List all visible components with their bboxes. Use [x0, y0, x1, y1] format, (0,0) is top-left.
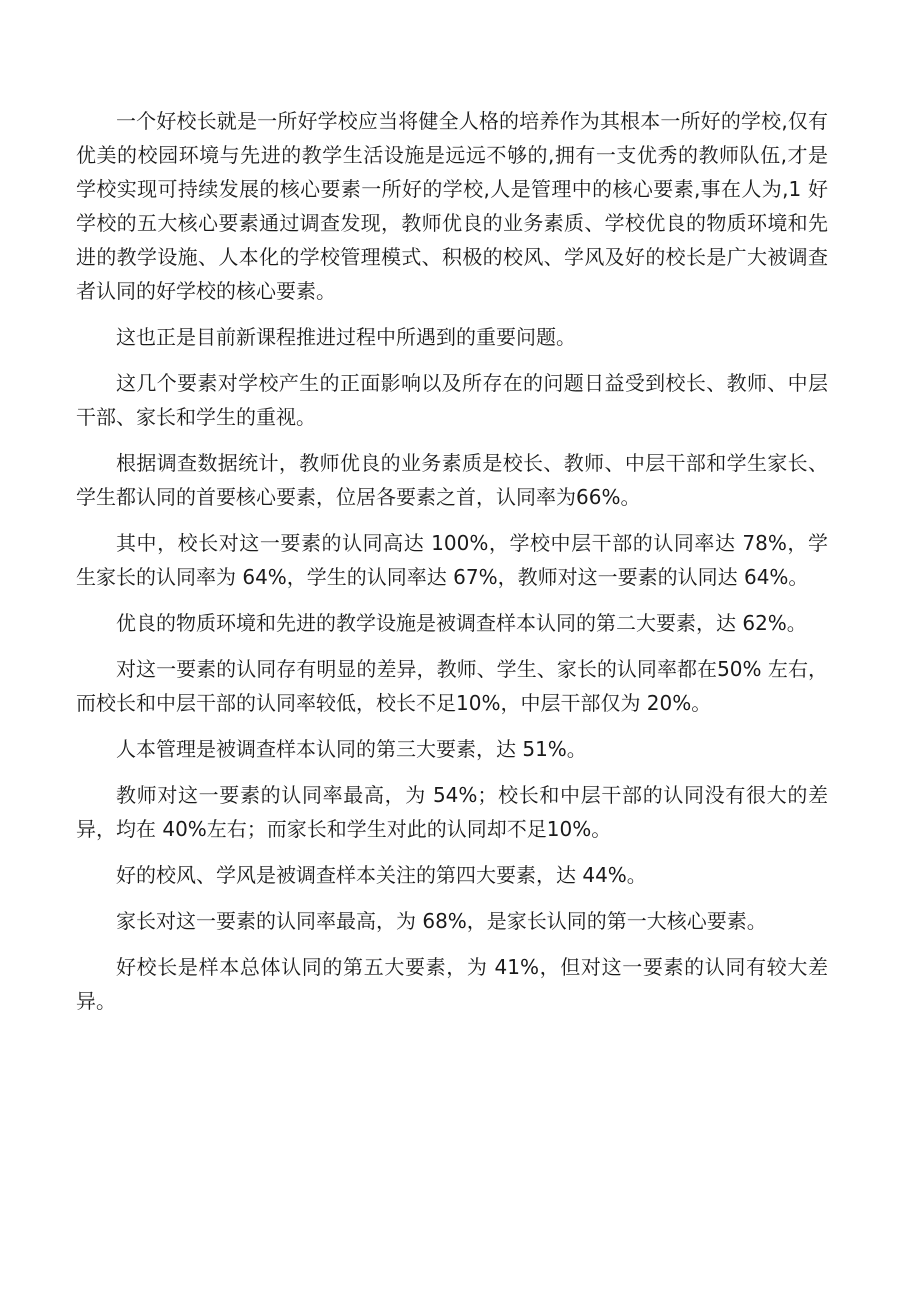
- paragraph: 对这一要素的认同存有明显的差异，教师、学生、家长的认同率都在50% 左右，而校长和中层干部的认同率较低，校长不足10%，中层干部仅为 20%。: [76, 657, 828, 715]
- paragraph: 家长对这一要素的认同率最高，为 68%，是家长认同的第一大核心要素。: [116, 909, 767, 933]
- paragraph: 一个好校长就是一所好学校应当将健全人格的培养作为其根本一所好的学校,仅有优美的校园环境与先进的教学生活设施是远远不够的,拥有一支优秀的教师队伍,才是学校实现可持续发展的核心要素一所好的学校,人是管理中的核心要素,事在人为,1 好学校的五大核心要素通过调查发现，教师优良的业务素质、学校优良的物质环境和先进的教学设施、人本化的学校管理模式、积极的校风、学风及好的校长是广大被调查者认同的好学校的核心要素。: [76, 109, 828, 303]
- paragraph: 教师对这一要素的认同率最高，为 54%；校长和中层干部的认同没有很大的差异，均在 40%左右；而家长和学生对此的认同却不足10%。: [76, 783, 828, 841]
- paragraph: 这几个要素对学校产生的正面影响以及所存在的问题日益受到校长、教师、中层干部、家长和学生的重视。: [76, 371, 828, 429]
- paragraph: 好的校风、学风是被调查样本关注的第四大要素，达 44%。: [116, 863, 647, 887]
- paragraph: 其中，校长对这一要素的认同高达 100%，学校中层干部的认同率达 78%，学生家长的认同率为 64%，学生的认同率达 67%，教师对这一要素的认同达 64%。: [76, 531, 828, 589]
- paragraph: 人本管理是被调查样本认同的第三大要素，达 51%。: [116, 737, 587, 761]
- document-body: [76, 104, 828, 1030]
- paragraph: 优良的物质环境和先进的教学设施是被调查样本认同的第二大要素，达 62%。: [116, 611, 807, 635]
- paragraph: 好校长是样本总体认同的第五大要素，为 41%，但对这一要素的认同有较大差异。: [76, 955, 828, 1013]
- paragraph: 根据调查数据统计，教师优良的业务素质是校长、教师、中层干部和学生家长、学生都认同的首要核心要素，位居各要素之首，认同率为66%。: [76, 451, 828, 509]
- paragraph: 这也正是目前新课程推进过程中所遇到的重要问题。: [116, 325, 576, 349]
